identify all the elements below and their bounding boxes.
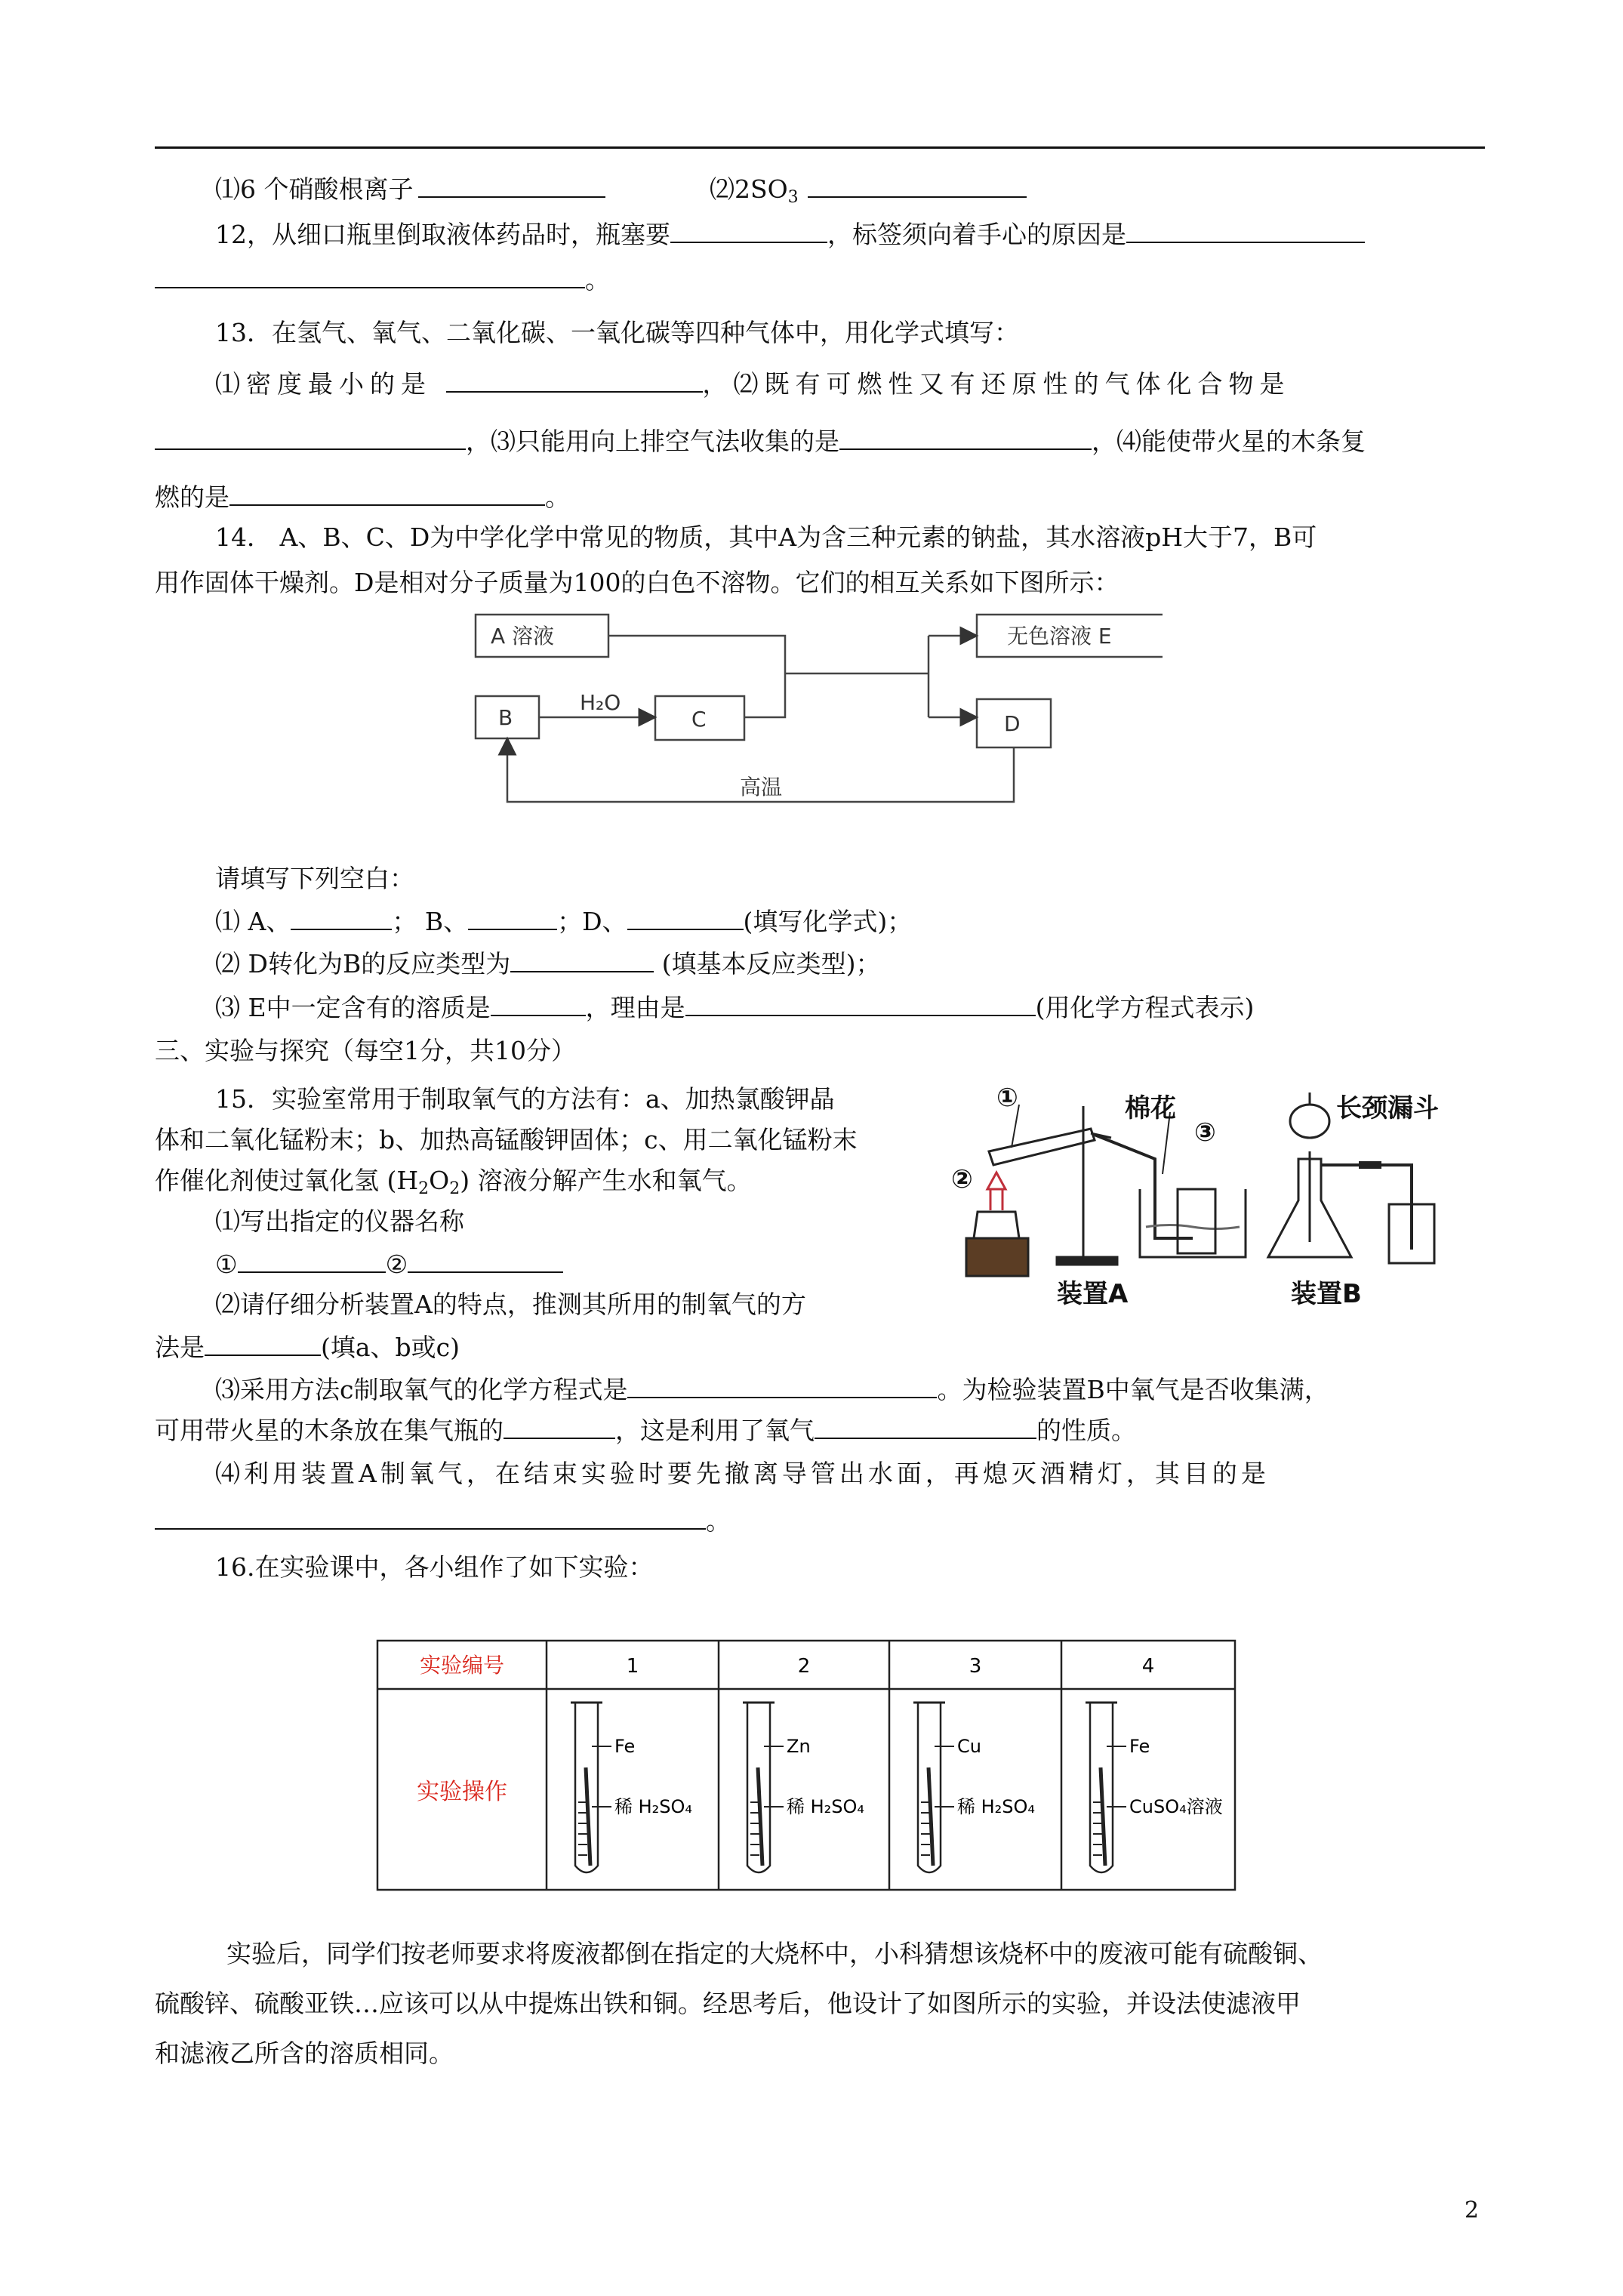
blank[interactable] [238,1246,386,1273]
blank[interactable] [291,903,392,930]
q15-part4: ⑷利用装置A制氧气，在结束实验时要先撤离导管出水面，再熄灭酒精灯，其目的是 [215,1459,1270,1488]
label-2: ② [951,1164,973,1194]
metal-strip [586,1767,590,1866]
header-label: 实验编号 [419,1653,505,1678]
q15-part2-line2: 法是 (填a、b或c) [155,1329,460,1364]
experiment-number: 2 [797,1655,811,1678]
metal-label: Zn [787,1736,811,1757]
experiment-number: 1 [626,1655,639,1678]
q15-part3-line1: ⑶采用方法c制取氧气的化学方程式是 。为检验装置B中氧气是否收集满， [215,1371,1329,1407]
blank[interactable] [504,1412,615,1439]
blank[interactable] [155,423,466,450]
q14-part1: ⑴ A、 ； B、 ；D、 (填写化学式)； [215,903,912,938]
blank[interactable] [685,989,1036,1016]
label-device-b: 装置B [1291,1279,1362,1309]
q14-line2: 用作固体干燥剂。D是相对分子质量为100的白色不溶物。它们的相互关系如下图所示： [155,568,1119,597]
metal-label: Fe [1129,1736,1150,1757]
q15-line3: 作催化剂使过氧化氢 $(H_2O_2)$ 溶液分解产生水和氧气。 [155,1166,752,1198]
wooden-block [966,1238,1028,1276]
funnel-bulb [1290,1105,1329,1138]
experiment-number: 4 [1141,1655,1155,1678]
q11-item1: ⑴6 个硝酸根离子 [215,171,605,206]
alcohol-lamp [974,1212,1019,1238]
test-tube [989,1129,1095,1165]
liquid-label: 稀 H₂SO₄ [787,1796,865,1817]
box-c-label: C [691,707,707,732]
q13-intro: 13．在氢气、氧气、二氧化碳、一氧化碳等四种气体中，用化学式填写： [215,318,1019,347]
blank[interactable] [510,945,654,972]
row-label: 实验操作 [417,1779,507,1805]
q13-line1: ⑴密度最小的是 ，⑵既有可燃性又有还原性的气体化合物是 [215,365,1291,401]
blank[interactable] [808,171,1027,198]
q15-part1: ⑴写出指定的仪器名称 [215,1207,464,1236]
blank[interactable] [1126,216,1365,243]
blank[interactable] [205,1329,321,1356]
q15-part1-blanks: ① ② [215,1246,563,1281]
label-cotton: 棉花 [1125,1093,1176,1123]
box-a-label: A 溶液 [491,624,555,649]
label-device-a: 装置A [1057,1279,1129,1309]
blank[interactable] [408,1246,563,1273]
metal-strip [1101,1767,1105,1866]
metal-strip [929,1767,933,1866]
blank[interactable] [468,903,557,930]
q14-line1: 14． A、B、C、D为中学化学中常见的物质，其中A为含三种元素的钠盐，其水溶液pH大于7，B可 [215,522,1317,552]
box-d-label: D [1004,711,1021,736]
q11-item2: $⑵2SO_3$ [710,171,1027,214]
blank[interactable] [229,479,545,506]
q14-part2: ⑵ D转化为B的反应类型为 (填基本反应类型)； [215,945,880,981]
blank[interactable] [815,1412,1036,1439]
q14-fill-intro: 请填写下列空白： [215,864,414,893]
q16-para-line2: 硫酸锌、硫酸亚铁…应该可以从中提炼出铁和铜。经思考后，他设计了如图所示的实验，并设法使滤液甲 [155,1989,1301,2018]
gas-jar [1178,1189,1215,1253]
box-b-label: B [498,705,513,730]
label-3: ③ [1194,1117,1216,1148]
blank[interactable] [446,365,703,393]
liquid-label: 稀 H₂SO₄ [614,1796,693,1817]
q15-line2: 体和二氧化锰粉末；b、加热高锰酸钾固体；c、用二氧化锰粉末 [155,1125,858,1154]
blank[interactable] [155,261,585,288]
q14-diagram [468,604,1163,823]
arrow-h2o-label: H₂O [580,690,621,715]
label-1: ① [996,1083,1018,1113]
metal-label: Cu [957,1736,981,1757]
q13-line3: 燃的是 。 [155,479,570,514]
liquid-label: 稀 H₂SO₄ [957,1796,1036,1817]
metal-strip [758,1767,762,1866]
blank[interactable] [839,423,1092,450]
q16-para-line3: 和滤液乙所含的溶质相同。 [155,2039,454,2068]
label-funnel: 长颈漏斗 [1336,1093,1439,1123]
q15-part3-line2: 可用带火星的木条放在集气瓶的 ，这是利用了氧气 的性质。 [155,1412,1136,1447]
q16-experiment-table [376,1639,1236,1891]
q13-line2: ，⑶只能用向上排空气法收集的是 ，⑷能使带火星的木条复 [155,423,1366,458]
q16-intro: 16.在实验课中，各小组作了如下实验： [215,1552,654,1582]
header-rule [155,146,1485,149]
box-e-label: 无色溶液 E [1007,624,1112,649]
blank[interactable] [627,903,744,930]
page-number: 2 [1464,2197,1480,2224]
blank[interactable] [627,1371,937,1398]
q16-para-line1: 实验后，同学们按老师要求将废液都倒在指定的大烧杯中，小科猜想该烧杯中的废液可能有硫酸铜、 [226,1939,1323,1968]
q15-apparatus-figure [944,1076,1442,1310]
blank[interactable] [670,216,827,243]
metal-label: Fe [614,1736,636,1757]
blank[interactable] [491,989,586,1016]
q12-line1: 12，从细口瓶里倒取液体药品时，瓶塞要 ，标签须向着手心的原因是 [215,216,1365,251]
q15-part4-blank: 。 [155,1502,731,1538]
q15-part2-line1: ⑵请仔细分析装置A的特点，推测其所用的制氧气的方 [215,1290,806,1319]
q14-part3: ⑶ E中一定含有的溶质是 ，理由是 (用化学方程式表示) [215,989,1254,1025]
section3-title: 三、实验与探究（每空1分，共10分） [155,1036,576,1065]
blank[interactable] [418,171,605,198]
blank[interactable] [155,1502,706,1530]
liquid-label: CuSO₄溶液 [1129,1796,1223,1817]
delivery-tube-b [1321,1165,1412,1250]
experiment-number: 3 [969,1655,982,1678]
q15-line1: 15．实验室常用于制取氧气的方法有：a、加热氯酸钾晶 [215,1084,835,1114]
q12-line2: 。 [155,261,610,297]
arrow-heat-label: 高温 [740,775,783,800]
